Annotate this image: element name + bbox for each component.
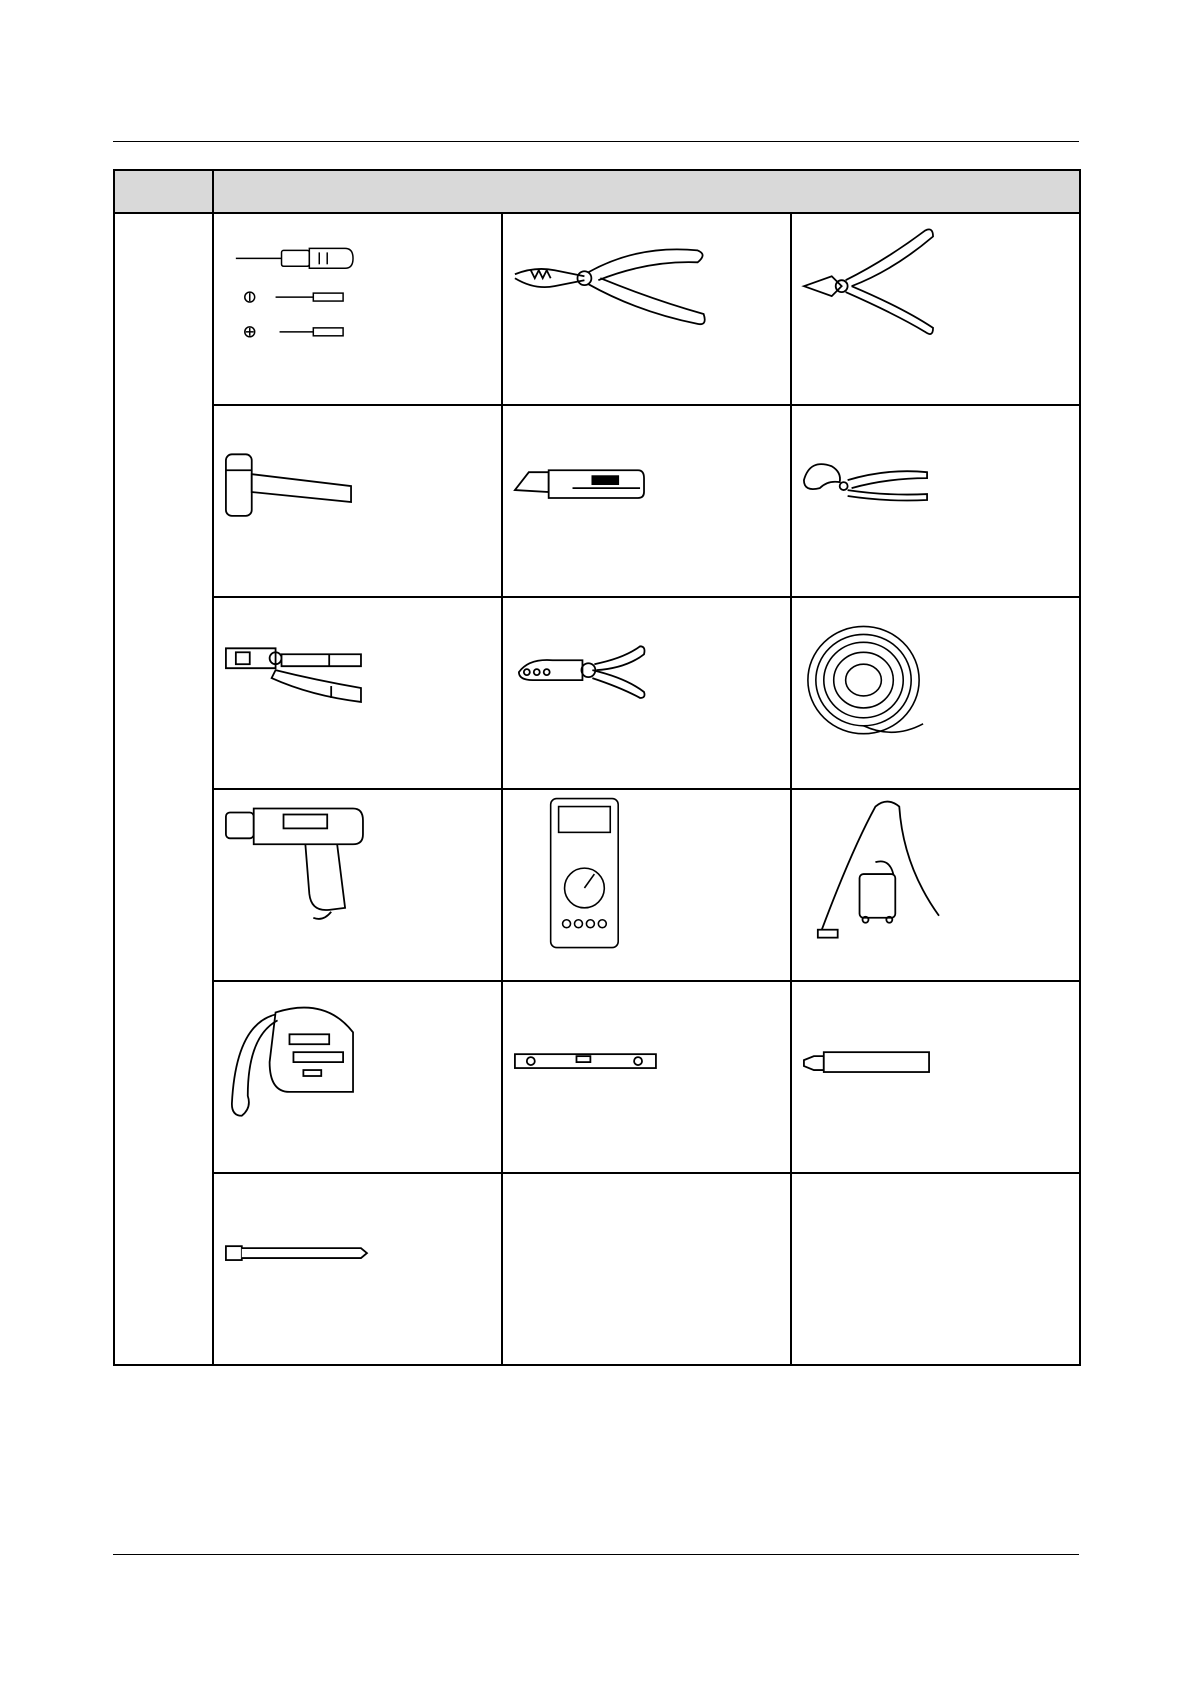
marker-icon	[792, 982, 1079, 1172]
rubber-mallet-icon	[214, 406, 501, 596]
tool-cell-hydraulic-crimper	[213, 597, 502, 789]
ratchet-crimping-tool-icon	[503, 598, 790, 788]
empty-cell	[502, 1173, 791, 1365]
wire-stripper-icon	[503, 214, 790, 404]
footer-rule	[113, 1554, 1079, 1555]
tool-cell-ratchet-crimper	[502, 597, 791, 789]
multimeter-icon	[503, 790, 790, 980]
heat-shrink-tubing-icon	[792, 598, 1079, 788]
tool-cell-vacuum-cleaner	[791, 789, 1080, 981]
tool-cell-heat-gun	[213, 789, 502, 981]
hydraulic-crimping-tool-icon	[214, 598, 501, 788]
table-row	[114, 597, 1080, 789]
header-category-cell	[114, 170, 213, 213]
level-icon	[503, 982, 790, 1172]
cable-tie-icon	[214, 1174, 501, 1364]
header-tools-cell	[213, 170, 1080, 213]
vacuum-cleaner-icon	[792, 790, 1079, 980]
tool-cell-cable-cutter	[791, 405, 1080, 597]
empty-cell	[791, 1173, 1080, 1365]
tool-cell-screwdriver	[213, 213, 502, 405]
tool-cell-cable-tie	[213, 1173, 502, 1365]
heat-gun-icon	[214, 790, 501, 980]
cable-cutter-icon	[792, 406, 1079, 596]
tool-cell-diagonal-pliers	[791, 213, 1080, 405]
table-row	[114, 213, 1080, 405]
table-row	[114, 981, 1080, 1173]
utility-knife-icon	[503, 406, 790, 596]
tool-cell-multimeter	[502, 789, 791, 981]
tool-cell-rubber-mallet	[213, 405, 502, 597]
measuring-tape-icon	[214, 982, 501, 1172]
tool-cell-utility-knife	[502, 405, 791, 597]
tool-cell-measuring-tape	[213, 981, 502, 1173]
tool-cell-wire-stripper	[502, 213, 791, 405]
tool-cell-heat-shrink-tubing	[791, 597, 1080, 789]
diagonal-pliers-icon	[792, 214, 1079, 404]
tool-cell-marker	[791, 981, 1080, 1173]
screwdriver-set-icon	[214, 214, 501, 404]
table-header-row	[114, 170, 1080, 213]
header-rule	[113, 141, 1079, 142]
tool-table	[113, 169, 1081, 1366]
tool-cell-level	[502, 981, 791, 1173]
table-row	[114, 405, 1080, 597]
table-row	[114, 789, 1080, 981]
category-cell	[114, 213, 213, 1365]
table-row	[114, 1173, 1080, 1365]
